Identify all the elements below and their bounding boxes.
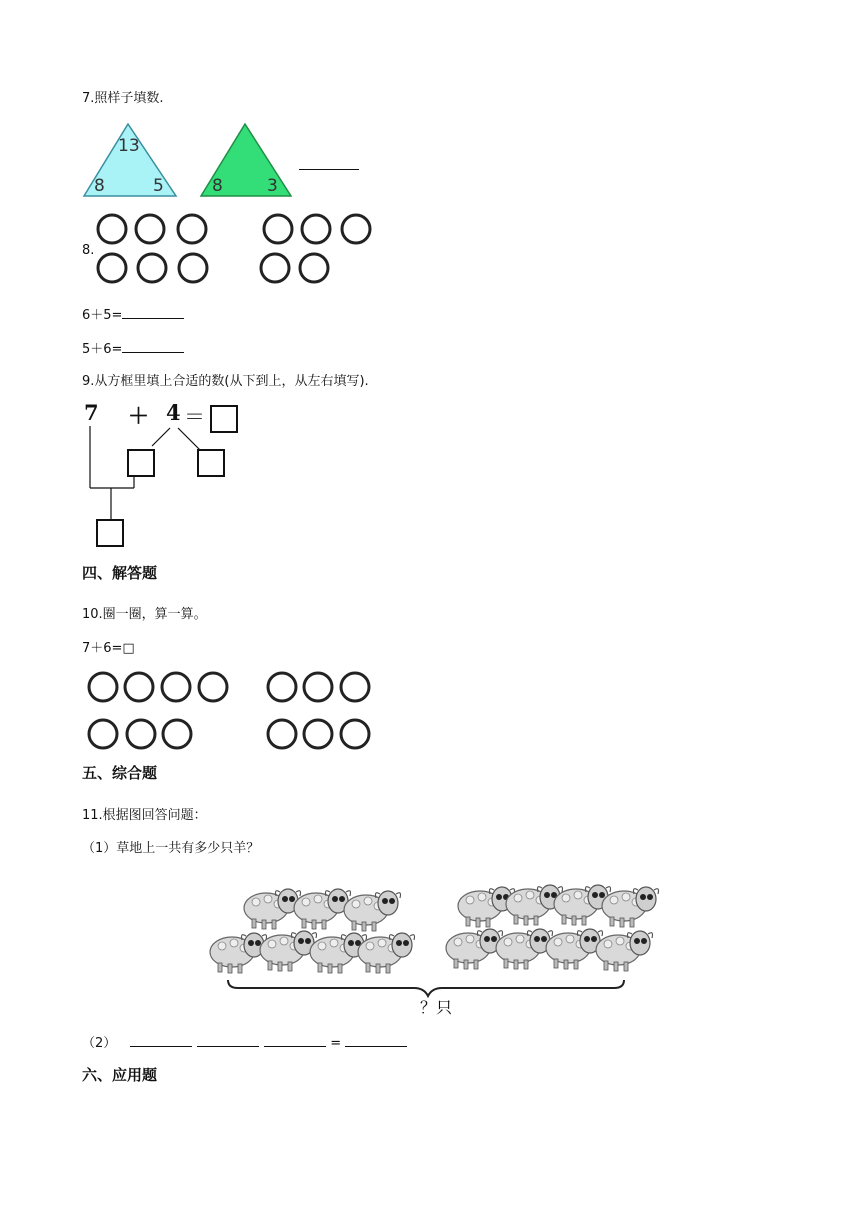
section-5-title: 五、综合题 [82, 764, 158, 782]
q8-equation-1 [82, 306, 184, 324]
q11-blank-3[interactable] [264, 1034, 326, 1047]
q9-split-left-box[interactable] [127, 449, 155, 477]
section-4-title: 四、解答题 [82, 564, 158, 582]
q8-equation-2 [82, 340, 184, 358]
q11-equals: = [330, 1036, 342, 1051]
q8-eq2-blank[interactable] [122, 340, 184, 353]
q9-number-4: 4 [166, 400, 181, 425]
q11-part2-row [82, 1034, 407, 1052]
q9-number-7: 7 [84, 400, 99, 425]
q9-plus-sign: ＋ [128, 404, 149, 428]
q7-answer-blank[interactable] [299, 157, 359, 170]
q8-eq1-text: 6＋5= [82, 308, 123, 323]
q7-task-right: 3 [267, 176, 278, 196]
q9-split-right-box[interactable] [197, 449, 225, 477]
q7-example-top: 13 [118, 136, 140, 156]
q9-ten-box[interactable] [96, 519, 124, 547]
q8-eq2-text: 5＋6= [82, 342, 123, 357]
q11-brace-label: ？只 [420, 998, 453, 1017]
section-6-title: 六、应用题 [82, 1066, 158, 1084]
q10-text: 10.圈一圈，算一算。 [82, 607, 207, 622]
q11-text: 11.根据图回答问题： [82, 808, 207, 823]
q10-equation: 7＋6=□ [82, 641, 135, 656]
q11-blank-answer[interactable] [345, 1034, 407, 1047]
q9-equals-sign: ＝ [184, 405, 205, 429]
q9-text: 9.从方框里填上合适的数(从下到上，从左右填写). [82, 374, 369, 389]
q11-blank-2[interactable] [197, 1034, 259, 1047]
q8-eq1-blank[interactable] [122, 306, 184, 319]
q7-example-left: 8 [94, 176, 105, 196]
q9-sum-box[interactable] [210, 405, 238, 433]
q7-text: 7.照样子填数. [82, 91, 164, 106]
q7-task-left: 8 [212, 176, 223, 196]
q11-blank-1[interactable] [130, 1034, 192, 1047]
q7-example-right: 5 [153, 176, 164, 196]
q10-circles [86, 670, 376, 754]
q11-part2-label: （2） [82, 1036, 117, 1051]
q11-part1: （1）草地上一共有多少只羊？ [82, 841, 260, 856]
q8-circles [94, 211, 384, 287]
q8-label: 8. [82, 243, 95, 258]
